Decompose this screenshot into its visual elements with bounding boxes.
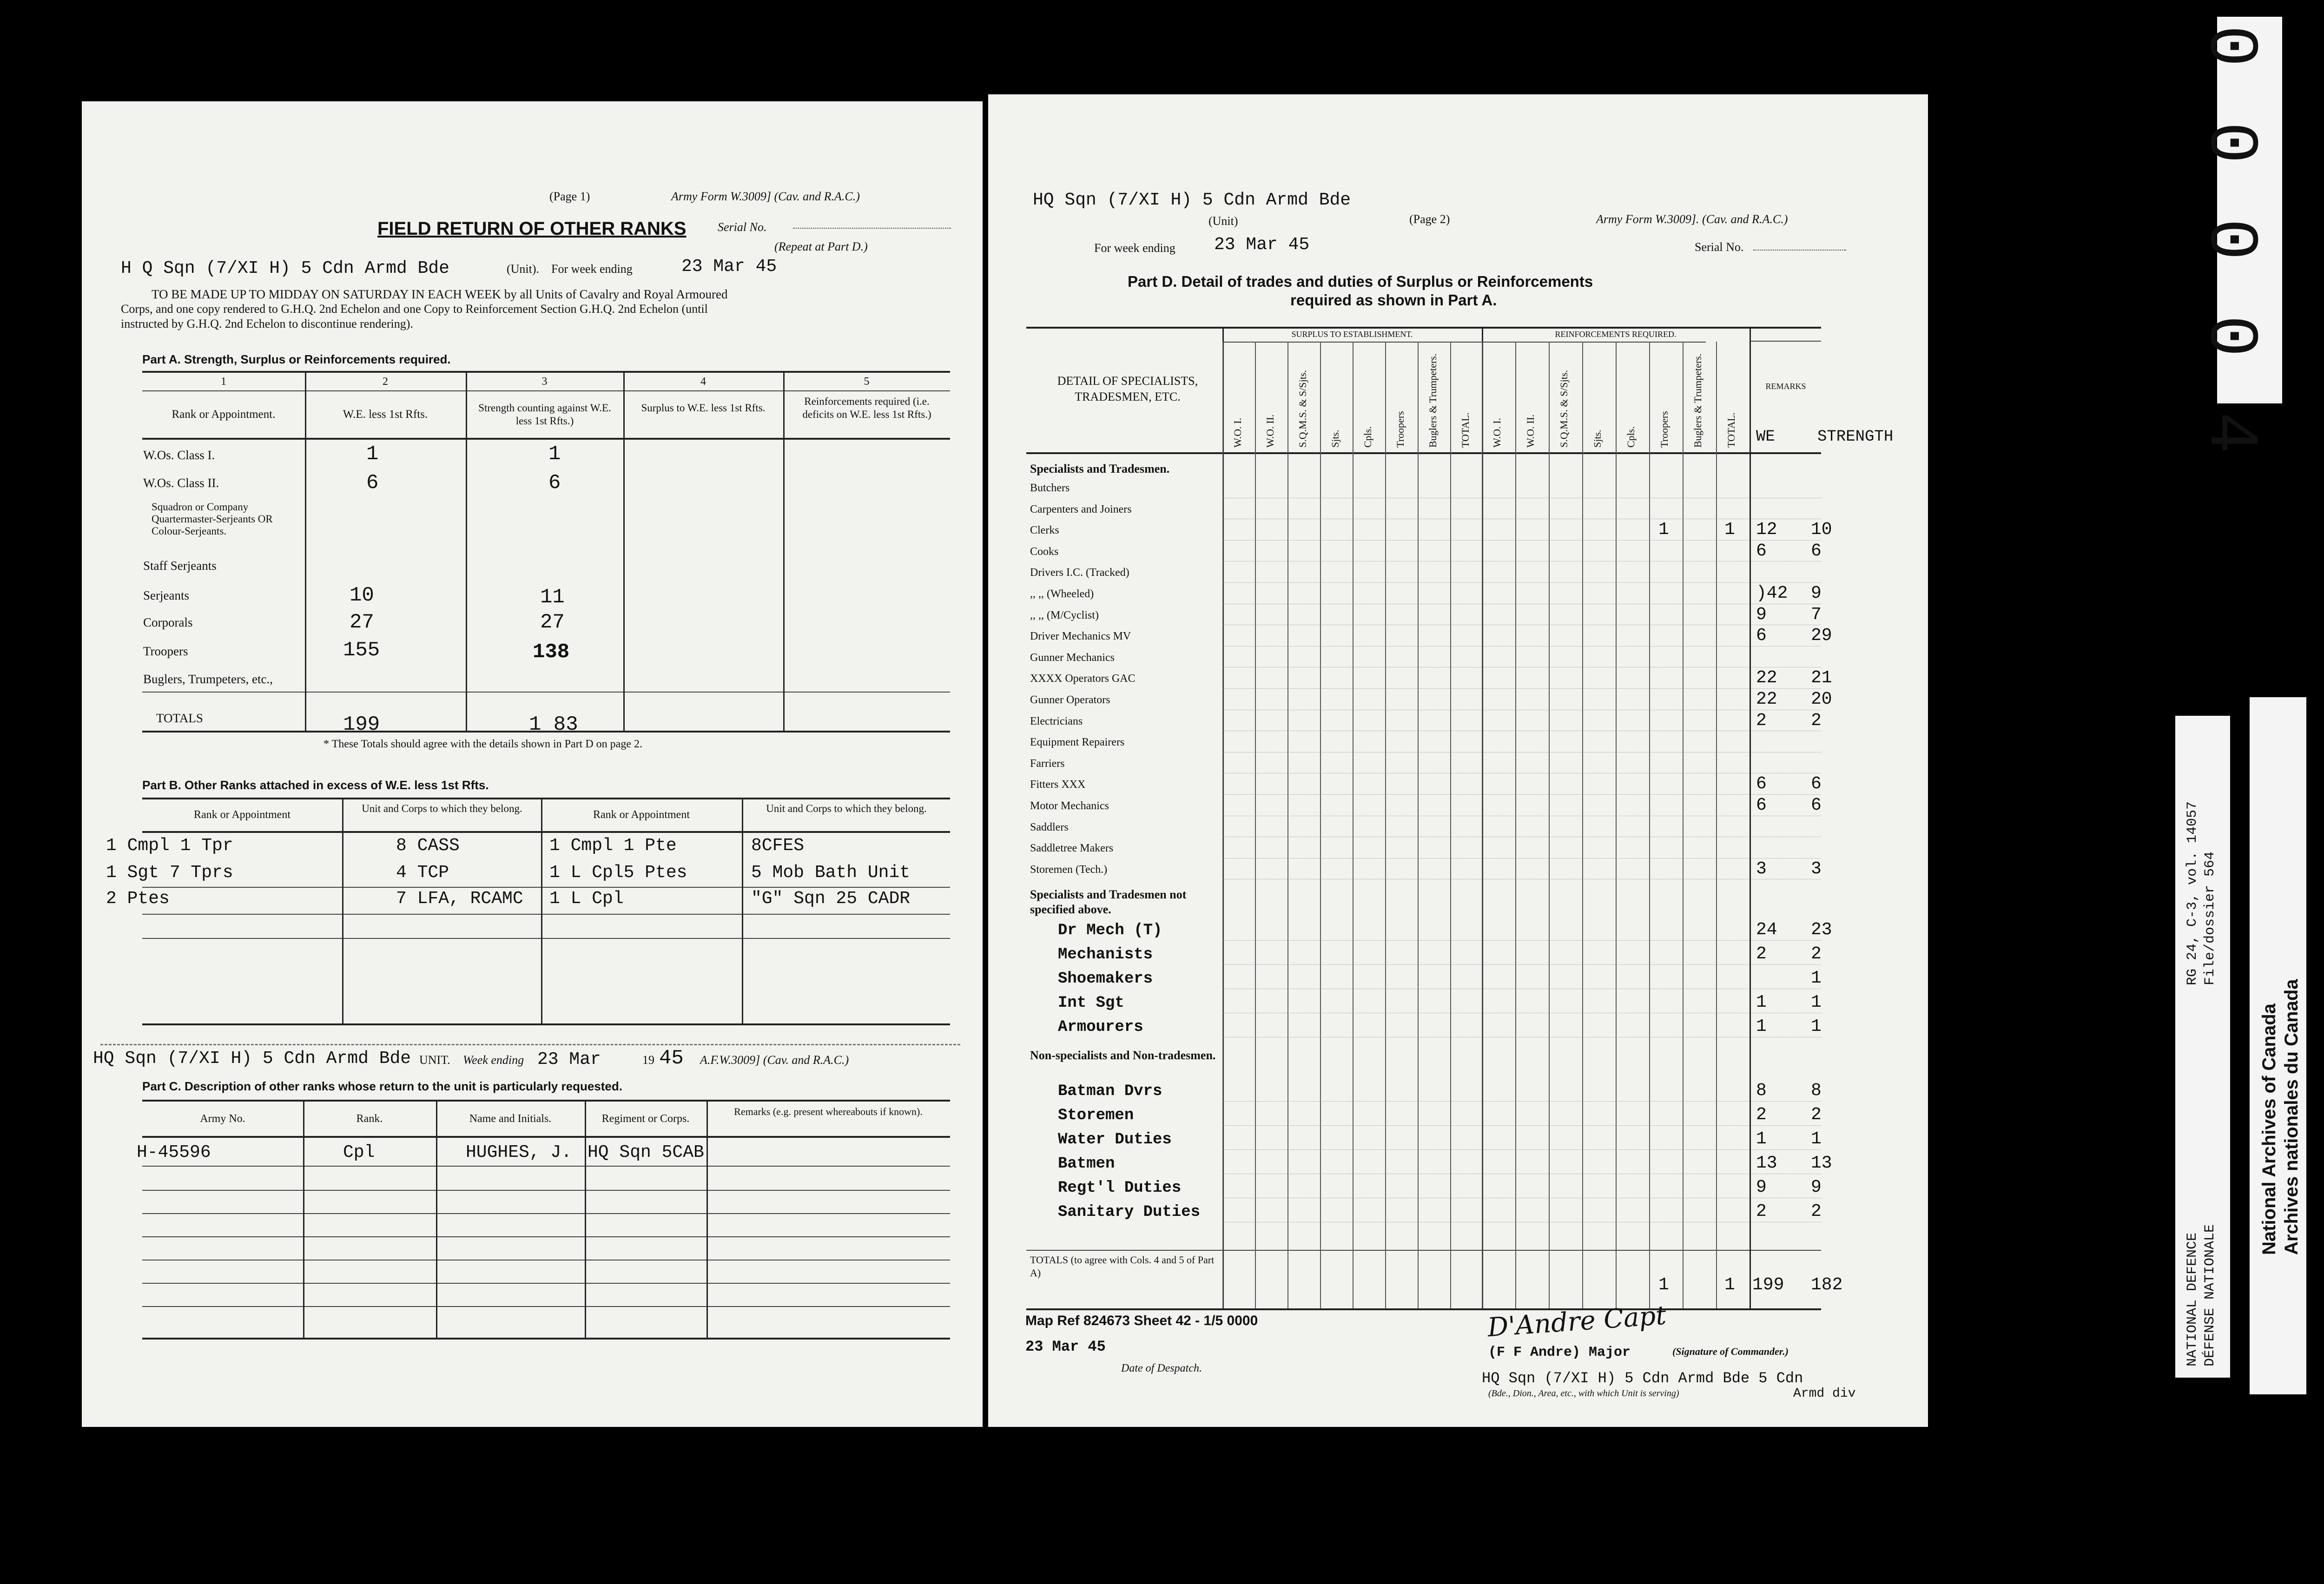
strength-value: 1: [548, 442, 561, 466]
part-c-year-prefix: 19: [642, 1053, 654, 1067]
trade-label: Farriers: [1030, 757, 1065, 770]
totals-label: TOTALS: [156, 711, 203, 725]
c-head-remarks: Remarks (e.g. present whereabouts if known).: [734, 1106, 923, 1117]
trade-label: Electricians: [1030, 715, 1083, 727]
we-value: 6: [1756, 795, 1767, 815]
trade-label: Dr Mech (T): [1058, 922, 1162, 940]
reinf-col-head: W.O. I.: [1491, 418, 1503, 448]
p2-week-value: 23 Mar 45: [1214, 235, 1310, 255]
nac-line-1: National Archives of Canada: [2259, 1003, 2279, 1255]
signer-name: (F F Andre) Major: [1488, 1345, 1631, 1360]
col-head-strength: Strength counting against W.E. less 1st Rfts.): [478, 402, 611, 427]
trade-label: Gunner Mechanics: [1030, 651, 1115, 664]
strength-value: 1: [1811, 968, 1822, 989]
we-value: 6: [366, 471, 379, 495]
trade-label: Butchers: [1030, 482, 1070, 494]
strength-value: 3: [1811, 858, 1822, 879]
trade-label: ,, ,, (M/Cyclist): [1030, 609, 1099, 621]
reinf-col-head: Troopers: [1658, 411, 1670, 448]
reinf-col-head: W.O. II.: [1525, 414, 1536, 448]
we-value: 9: [1756, 1177, 1767, 1198]
rank-label: Troopers: [143, 644, 188, 658]
b-head-unit-1: Unit and Corps to which they belong.: [362, 803, 522, 814]
surplus-col-head: W.O. I.: [1232, 418, 1243, 448]
totals-label: TOTALS (to agree with Cols. 4 and 5 of Part A): [1030, 1254, 1215, 1279]
instructions-line-2: Corps, and one copy rendered to G.H.Q. 2nd Echelon and one Copy to Reinforcement Section G.H.Q. 2nd Echelon (until: [121, 302, 708, 316]
we-value: 22: [1756, 689, 1777, 709]
trade-label: Cooks: [1030, 545, 1059, 558]
rank-label: Squadron or Company Quartermaster-Serjeants OR Colour-Serjeants.: [152, 501, 273, 537]
strength-value: 6: [1811, 795, 1822, 815]
archive-reference-strip: [2175, 716, 2230, 1378]
part-c-unit-label: UNIT.: [419, 1053, 450, 1067]
we-value: 10: [350, 584, 374, 607]
we-value: 24: [1756, 920, 1777, 940]
p2-unit-label: (Unit): [1208, 214, 1238, 228]
we-value: 2: [1756, 710, 1767, 731]
we-value: 22: [1756, 668, 1777, 688]
strength-value: 2: [1811, 944, 1822, 964]
despatch-label: Date of Despatch.: [1121, 1362, 1202, 1374]
section-heading: Specialists and Tradesmen.: [1030, 462, 1170, 475]
b-head-unit-2: Unit and Corps to which they belong.: [766, 803, 927, 814]
unit-2: 5 Mob Bath Unit: [751, 863, 911, 883]
we-value: 13: [1756, 1153, 1777, 1174]
trade-label: Motor Mechanics: [1030, 800, 1109, 812]
strength-value: 11: [540, 586, 565, 609]
unit-value: H Q Sqn (7/XI H) 5 Cdn Armd Bde: [121, 258, 449, 278]
totals-strength: 1 83: [529, 713, 578, 736]
strength-value: 9: [1811, 1177, 1822, 1198]
surplus-col-head: Sjts.: [1329, 429, 1341, 448]
p2-form-label: Army Form W.3009]. (Cav. and R.A.C.): [1596, 212, 1788, 226]
we-value: )42: [1756, 583, 1788, 603]
bde-value: HQ Sqn (7/XI H) 5 Cdn Armd Bde 5 Cdn: [1482, 1370, 1803, 1387]
totals-total: 1: [1724, 1275, 1735, 1295]
trade-label: Driver Mechanics MV: [1030, 630, 1131, 643]
nac-line-2: Archives nationales du Canada: [2281, 979, 2302, 1255]
rank: Cpl: [343, 1142, 375, 1162]
archive-ref-line-2: File/dossier 564: [2202, 851, 2218, 985]
p2-week-label: For week ending: [1094, 241, 1175, 255]
we-value: 1: [1756, 1129, 1767, 1149]
totals-strength: 182: [1811, 1275, 1843, 1295]
part-c-year-value: 45: [659, 1047, 684, 1070]
trade-label: Equipment Repairers: [1030, 736, 1125, 749]
we-value: 2: [1756, 1105, 1767, 1125]
strength-value: 2: [1811, 1201, 1822, 1222]
strength-value: 9: [1811, 583, 1822, 603]
we-value: 1: [1756, 1016, 1767, 1037]
we-value: 1: [366, 442, 379, 466]
reinf-col-head: Sjts.: [1591, 429, 1603, 448]
troopers-value: 1: [1658, 520, 1669, 540]
we-value: 27: [350, 611, 374, 634]
strength-value: 6: [1811, 541, 1822, 561]
col-number-1: 1: [221, 376, 226, 388]
part-c-unit-value: HQ Sqn (7/XI H) 5 Cdn Armd Bde: [93, 1049, 411, 1069]
surplus-head: SURPLUS TO ESTABLISHMENT.: [1291, 330, 1413, 339]
frame-number: 0 0 0 0 4: [2190, 25, 2269, 461]
strength-value: 10: [1811, 520, 1832, 540]
strength-value: 138: [533, 640, 570, 664]
week-label: For week ending: [551, 262, 633, 276]
trade-label: Saddletree Makers: [1030, 842, 1114, 855]
army-no: H-45596: [137, 1142, 211, 1162]
map-ref: Map Ref 824673 Sheet 42 - 1/5 0000: [1025, 1313, 1258, 1328]
strength-value: 7: [1811, 604, 1822, 625]
bde-value-2: Armd div: [1793, 1386, 1856, 1401]
col-head-we: W.E. less 1st Rfts.: [343, 408, 428, 421]
trade-label: Regt'l Duties: [1058, 1179, 1182, 1197]
trade-label: Storemen: [1058, 1107, 1134, 1125]
col-number-5: 5: [864, 376, 870, 388]
unit-1: 7 LFA, RCAMC: [396, 889, 523, 909]
strength-value: 6: [1811, 774, 1822, 794]
trade-label: Fitters XXX: [1030, 779, 1086, 791]
reinf-col-head: Buglers & Trumpeters.: [1692, 353, 1703, 448]
we-value: 155: [343, 639, 380, 662]
col-number-2: 2: [383, 376, 388, 388]
part-c-week-label: Week ending: [463, 1053, 524, 1067]
part-d-title-2: required as shown in Part A.: [1290, 291, 1497, 309]
surplus-col-head: Cpls.: [1362, 426, 1373, 448]
part-b-heading: Part B. Other Ranks attached in excess of W.E. less 1st Rfts.: [142, 778, 489, 792]
serial-label: Serial No.: [718, 220, 767, 234]
trade-label: ,, ,, (Wheeled): [1030, 588, 1094, 600]
surplus-col-head: TOTAL.: [1459, 412, 1471, 448]
p2-page-label: (Page 2): [1409, 212, 1450, 226]
commander-signature: D'Andre Capt: [1486, 1300, 1667, 1343]
p2-serial-field: [1753, 250, 1846, 251]
strength-value: 8: [1811, 1081, 1822, 1101]
signer-label: (Signature of Commander.): [1672, 1346, 1789, 1357]
rank-1: 1 Cmpl 1 Tpr: [106, 836, 233, 856]
form-page-1: [82, 101, 983, 1427]
p2-unit-value: HQ Sqn (7/XI H) 5 Cdn Armd Bde: [1033, 190, 1351, 210]
totals-we: 199: [343, 713, 380, 736]
rank-1: 2 Ptes: [106, 889, 170, 909]
section-heading: Specialists and Tradesmen not specified above.: [1030, 888, 1187, 917]
we-value: 2: [1756, 944, 1767, 964]
rank-label: Serjeants: [143, 588, 189, 602]
c-head-regiment: Regiment or Corps.: [601, 1113, 690, 1125]
trade-label: Clerks: [1030, 524, 1059, 537]
repeat-note: (Repeat at Part D.): [774, 240, 868, 253]
despatch-date: 23 Mar 45: [1025, 1338, 1106, 1355]
strength-value: 27: [540, 611, 565, 634]
part-d-title-1: Part D. Detail of trades and duties of Surplus or Reinforcements: [1128, 273, 1593, 290]
form-label: Army Form W.3009] (Cav. and R.A.C.): [671, 190, 860, 203]
col-head-reinforcements: Reinforcements required (i.e. deficits on W.E. less 1st Rfts.): [802, 396, 931, 420]
part-c-form-label: A.F.W.3009] (Cav. and R.A.C.): [700, 1053, 849, 1067]
reinforcements-head: REINFORCEMENTS REQUIRED.: [1555, 330, 1677, 339]
rank-label: W.Os. Class II.: [143, 476, 219, 490]
surplus-col-head: Buglers & Trumpeters.: [1427, 353, 1439, 448]
c-head-rank: Rank.: [356, 1113, 383, 1125]
trade-label: Gunner Operators: [1030, 694, 1110, 706]
col-number-4: 4: [700, 376, 706, 388]
nd-line-1: NATIONAL DEFENCE: [2185, 1232, 2200, 1366]
serial-field: [793, 228, 951, 229]
part-a-heading: Part A. Strength, Surplus or Reinforcements required.: [142, 352, 451, 366]
strength-value: 1: [1811, 1129, 1822, 1149]
reinf-col-head: TOTAL.: [1725, 412, 1737, 448]
we-value: 2: [1756, 1201, 1767, 1222]
perforation-line: [100, 1044, 960, 1045]
trade-label: XXXX Operators GAC: [1030, 673, 1136, 685]
reinf-col-head: S.Q.M.S. & S/Sjts.: [1558, 370, 1570, 448]
strength-value: 21: [1811, 668, 1832, 688]
trade-label: Shoemakers: [1058, 970, 1153, 988]
section-heading: Non-specialists and Non-tradesmen.: [1030, 1049, 1216, 1063]
name: HUGHES, J.: [466, 1142, 572, 1162]
trade-label: Int Sgt: [1058, 994, 1124, 1012]
we-value: 6: [1756, 774, 1767, 794]
surplus-col-head: W.O. II.: [1264, 414, 1276, 448]
we-value: 12: [1756, 520, 1777, 540]
we-value: 8: [1756, 1081, 1767, 1101]
c-head-army-no: Army No.: [200, 1113, 245, 1125]
trade-label: Batmen: [1058, 1155, 1115, 1173]
rank-label: Staff Serjeants: [143, 559, 217, 573]
unit-1: 4 TCP: [396, 863, 449, 883]
trade-label: Storemen (Tech.): [1030, 863, 1108, 876]
trade-label: Drivers I.C. (Tracked): [1030, 567, 1129, 579]
col-number-3: 3: [541, 376, 548, 388]
instructions-line-3: instructed by G.H.Q. 2nd Echelon to discontinue rendering).: [121, 317, 413, 330]
trade-label: Batman Dvrs: [1058, 1082, 1162, 1101]
part-c-week-value: 23 Mar: [537, 1049, 601, 1069]
totals-troopers: 1: [1658, 1275, 1669, 1295]
p2-serial-label: Serial No.: [1695, 240, 1744, 254]
detail-head: DETAIL OF SPECIALISTS, TRADESMEN, ETC.: [1057, 374, 1198, 403]
strength-value: 1: [1811, 1016, 1822, 1037]
part-c-heading: Part C. Description of other ranks whose return to the unit is particularly requested.: [142, 1079, 622, 1093]
total-value: 1: [1724, 520, 1735, 540]
week-value: 23 Mar 45: [681, 257, 777, 277]
form-title: FIELD RETURN OF OTHER RANKS: [377, 218, 687, 239]
instructions-line-1: TO BE MADE UP TO MIDDAY ON SATURDAY IN EACH WEEK by all Units of Cavalry and Royal Armoured: [152, 287, 728, 301]
we-value: 1: [1756, 992, 1767, 1013]
rank-2: 1 L Cpl: [549, 889, 624, 909]
bde-label: (Bde., Dion., Area, etc., with which Unit is serving): [1488, 1388, 1679, 1399]
strength-value: 2: [1811, 1105, 1822, 1125]
unit-2: 8CFES: [751, 836, 805, 856]
rank-label: Buglers, Trumpeters, etc.,: [143, 672, 273, 686]
surplus-col-head: Troopers: [1394, 411, 1406, 448]
trade-label: Water Duties: [1058, 1131, 1172, 1149]
nd-line-2: DÉFENSE NATIONALE: [2202, 1224, 2218, 1366]
we-value: 3: [1756, 858, 1767, 879]
b-head-rank-2: Rank or Appointment: [593, 809, 690, 821]
strength-value: 6: [548, 471, 561, 495]
archive-ref-line-1: RG 24, C-3, vol. 14057: [2185, 801, 2200, 985]
strength-value: 13: [1811, 1153, 1832, 1174]
col-head-rank: Rank or Appointment.: [172, 408, 276, 421]
we-value: 9: [1756, 604, 1767, 625]
b-head-rank-1: Rank or Appointment: [194, 809, 290, 821]
remarks-we-head: WE: [1756, 428, 1775, 446]
trade-label: Armourers: [1058, 1018, 1143, 1036]
c-head-name: Name and Initials.: [469, 1113, 552, 1125]
rank-label: W.Os. Class I.: [143, 448, 215, 462]
part-a-footnote: * These Totals should agree with the details shown in Part D on page 2.: [324, 738, 642, 750]
regiment: HQ Sqn 5CAB: [588, 1142, 704, 1162]
we-value: 6: [1756, 626, 1767, 646]
totals-we: 199: [1752, 1275, 1784, 1295]
remarks-strength-head: STRENGTH: [1817, 428, 1894, 446]
trade-label: Carpenters and Joiners: [1030, 503, 1132, 515]
unit-label: (Unit).: [507, 262, 540, 276]
trade-label: Mechanists: [1058, 946, 1153, 964]
remarks-head: REMARKS: [1765, 382, 1806, 391]
unit-2: "G" Sqn 25 CADR: [751, 889, 911, 909]
rank-label: Corporals: [143, 615, 193, 629]
archives-canada-strip: [2250, 697, 2306, 1394]
form-page-2: [988, 94, 1928, 1427]
strength-value: 20: [1811, 689, 1832, 709]
rank-1: 1 Sgt 7 Tprs: [106, 863, 233, 883]
trade-label: Sanitary Duties: [1058, 1203, 1201, 1221]
page-label: (Page 1): [549, 190, 590, 203]
rank-2: 1 Cmpl 1 Pte: [549, 836, 677, 856]
rank-2: 1 L Cpl5 Ptes: [549, 863, 687, 883]
col-head-surplus: Surplus to W.E. less 1st Rfts.: [641, 402, 766, 414]
reinf-col-head: Cpls.: [1625, 426, 1637, 448]
trade-label: Saddlers: [1030, 821, 1069, 833]
we-value: 6: [1756, 541, 1767, 561]
surplus-col-head: S.Q.M.S. & S/Sjts.: [1297, 370, 1308, 448]
unit-1: 8 CASS: [396, 836, 460, 856]
strength-value: 2: [1811, 710, 1822, 731]
frame-number-strip: [2190, 17, 2282, 461]
strength-value: 23: [1811, 920, 1832, 940]
strength-value: 1: [1811, 992, 1822, 1013]
strength-value: 29: [1811, 626, 1832, 646]
